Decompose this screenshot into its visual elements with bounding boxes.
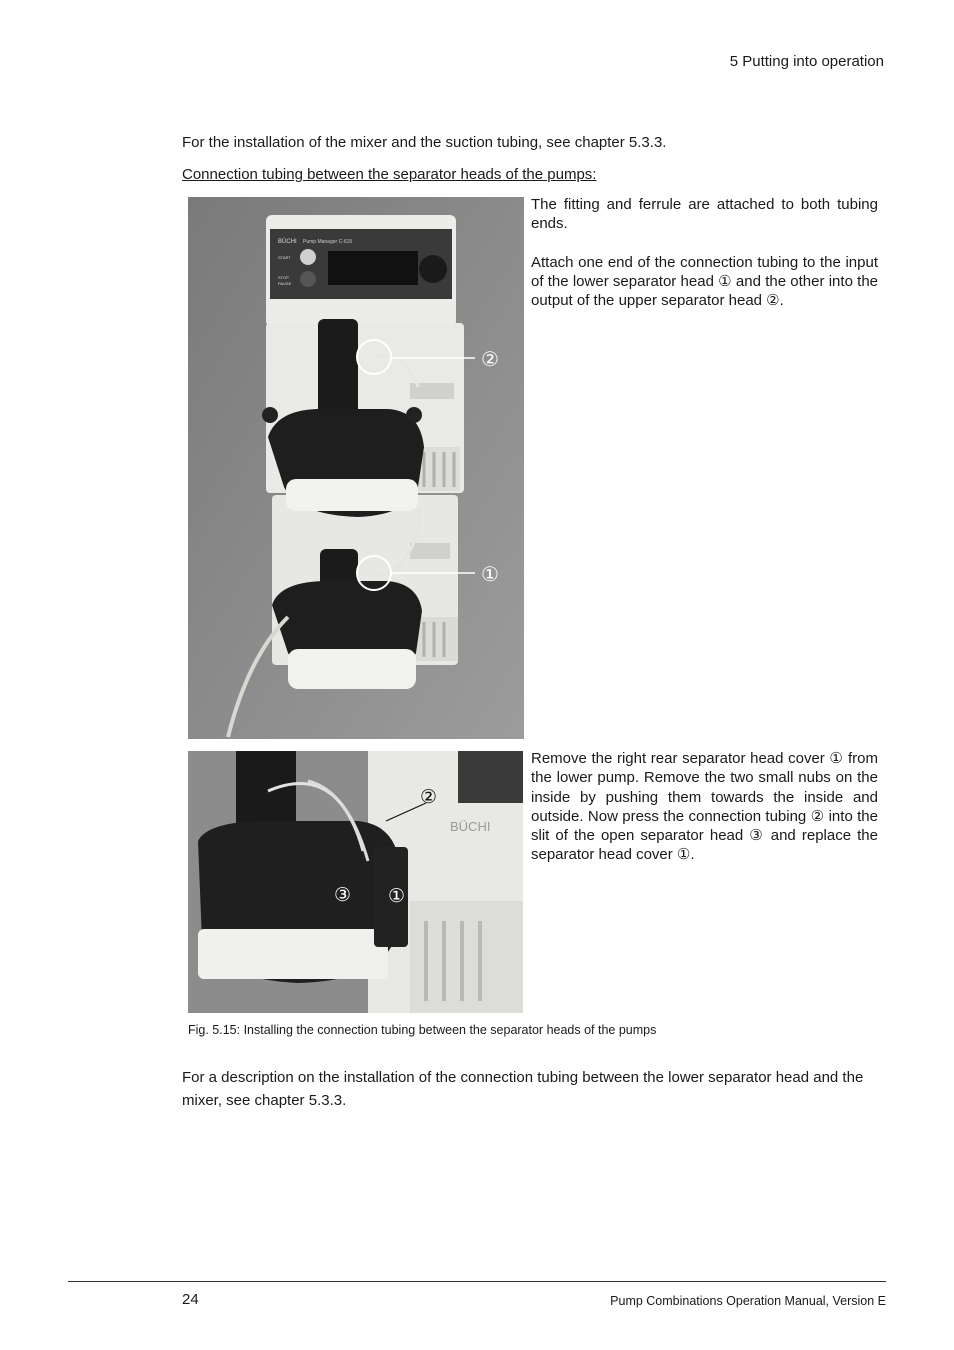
callout-1-closeup: ① — [388, 885, 406, 907]
pump-stack-photo — [188, 197, 524, 739]
running-header: 5 Putting into operation — [729, 53, 884, 70]
pause-label: PAUSE — [278, 281, 292, 286]
callout-2-closeup: ② — [420, 786, 438, 808]
stop-button-graphic — [300, 271, 316, 287]
callout-2: ② — [481, 347, 499, 371]
callout-1: ① — [481, 562, 499, 586]
callout-3-closeup: ③ — [334, 884, 352, 906]
instruction-remove-cover: Remove the right rear separator head cover ① from the lower pump. Remove the two small nubs on the inside by pushing them towards the inside and outside. Now press the connection tubing ② into the slit of the open separator head ③ and replace the separator head cover ①. — [531, 750, 878, 864]
stop-label: STOP — [278, 275, 289, 280]
figure-caption: Fig. 5.15: Installing the connection tubing between the separator heads of the pumps — [188, 1023, 657, 1037]
device-brand-label: BÜCHI — [278, 239, 297, 245]
brand-label-closeup: BÜCHI — [450, 819, 491, 834]
page-number: 24 — [182, 1291, 199, 1308]
footer-divider — [68, 1281, 886, 1282]
section-subheading: Connection tubing between the separator heads of the pumps: — [182, 166, 597, 183]
separator-head-closeup-photo — [188, 751, 523, 1013]
start-button-graphic — [300, 249, 316, 265]
intro-paragraph: For the installation of the mixer and the suction tubing, see chapter 5.3.3. — [182, 134, 667, 151]
outro-paragraph: For a description on the installation of the connection tubing between the lower separator head and the mixer, see chapter 5.3.3. — [182, 1069, 864, 1109]
footer-document-title: Pump Combinations Operation Manual, Version E — [610, 1294, 886, 1308]
instruction-fitting: The fitting and ferrule are attached to both tubing ends. — [531, 196, 878, 233]
start-label: START — [278, 255, 291, 260]
instructions-top — [531, 195, 878, 329]
instruction-attach-tubing: Attach one end of the connection tubing to the input of the lower separator head ① and the other into the output of the upper separator head ②. — [531, 253, 878, 310]
instructions-bottom — [531, 749, 878, 884]
device-model-label: Pump Manager C-615 — [303, 239, 353, 245]
